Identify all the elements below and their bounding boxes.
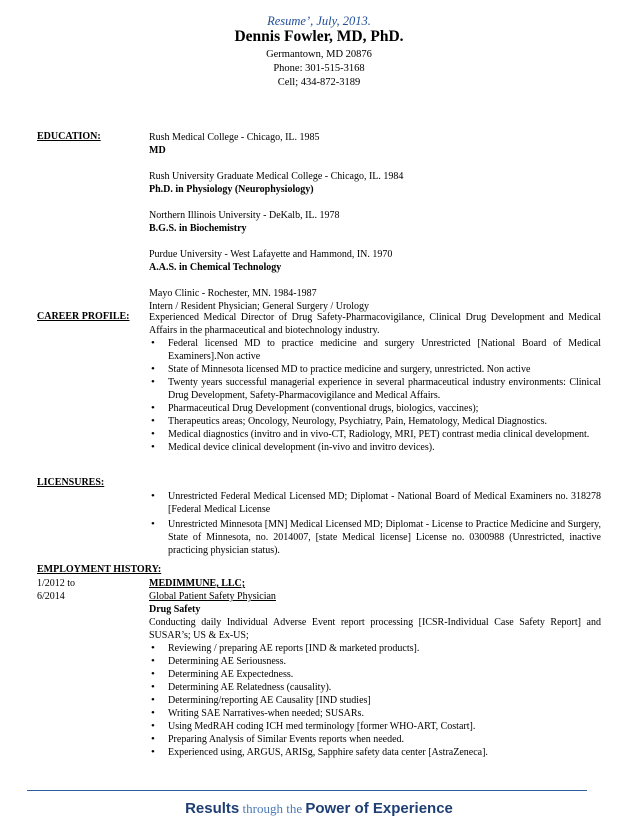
- job-duties-list: [149, 642, 601, 759]
- licensures-section: [149, 490, 601, 557]
- list-item: • Using MedRAH coding ICH med terminology [former WHO-ART, Costart].: [149, 720, 601, 733]
- employment-section: [149, 577, 601, 759]
- employment-date-from: 1/2012 to: [37, 578, 76, 589]
- career-profile-label: CAREER PROFILE:: [37, 311, 130, 322]
- phone: Phone: 301-515-3168: [273, 63, 365, 74]
- list-item: • Writing SAE Narratives-when needed; SUSARs.: [149, 707, 601, 720]
- job-department: Drug Safety: [149, 604, 201, 615]
- education-school-5: Mayo Clinic - Rochester, MN. 1984-1987: [149, 288, 317, 299]
- education-school-4: Purdue University - West Lafayette and Hammond, IN. 1970: [149, 249, 393, 260]
- education-detail-5: Intern / Resident Physician; General Surgery / Urology: [149, 301, 370, 312]
- list-item: • Unrestricted Minnesota [MN] Medical Licensed MD; Diplomat - License to Practice Medicine and Surgery, State of Minnesota, no. 2014007, [state Medical license] License no. 0300988 (Unrestricted, inactive practicing physician status).: [149, 518, 601, 557]
- list-item: • Therapeutics areas; Oncology, Neurology, Psychiatry, Pain, Hematology, Medical Diagnostics.: [149, 415, 601, 428]
- resume-date: Resume’, July, 2013.: [267, 14, 371, 28]
- education-label: EDUCATION:: [37, 131, 101, 142]
- education-section: [149, 131, 601, 313]
- licensures-list: [149, 490, 601, 557]
- education-degree-3: B.G.S. in Biochemistry: [149, 223, 247, 234]
- education-school-2: Rush University Graduate Medical College - Chicago, IL. 1984: [149, 171, 404, 182]
- footer-divider: [27, 790, 587, 791]
- list-item: • Determining AE Expectedness.: [149, 668, 601, 681]
- list-item: • Determining AE Relatedness (causality).: [149, 681, 601, 694]
- footer-tagline: [0, 800, 638, 817]
- candidate-name: Dennis Fowler, MD, PhD.: [234, 28, 404, 45]
- career-profile-intro: Experienced Medical Director of Drug Safety-Pharmacovigilance, Clinical Drug Development and Medical Affairs in the pharmaceutical and biotechnology industry.: [149, 312, 601, 336]
- employment-dates: [37, 577, 75, 603]
- cell-phone: Cell; 434-872-3189: [277, 77, 361, 88]
- education-school-3: Northern Illinois University - DeKalb, IL. 1978: [149, 210, 340, 221]
- list-item: • Reviewing / preparing AE reports [IND & marketed products].: [149, 642, 601, 655]
- list-item: • Medical diagnostics (invitro and in vivo-CT, Radiology, MRI, PET) contrast media clinical development.: [149, 428, 601, 441]
- employment-date-to: 6/2014: [37, 591, 65, 602]
- education-degree-4: A.A.S. in Chemical Technology: [149, 262, 282, 273]
- contact-block: [0, 48, 638, 90]
- list-item: • Medical device clinical development (in-vivo and invitro devices).: [149, 441, 601, 454]
- education-degree-1: MD: [149, 145, 166, 156]
- footer-tagline-through: through the: [239, 801, 306, 816]
- career-profile-section: [149, 311, 601, 454]
- list-item: • Determining AE Seriousness.: [149, 655, 601, 668]
- footer-tagline-results: Results: [185, 800, 240, 817]
- list-item: • Experienced using, ARGUS, ARISg, Sapphire safety data center [AstraZeneca].: [149, 746, 601, 759]
- employer-name: MEDIMMUNE, LLC;: [149, 578, 246, 589]
- list-item: • State of Minnesota licensed MD to practice medicine and surgery, unrestricted. Non active: [149, 363, 601, 376]
- list-item: • Pharmaceutical Drug Development (conventional drugs, biologics, vaccines);: [149, 402, 601, 415]
- education-degree-2: Ph.D. in Physiology (Neurophysiology): [149, 184, 314, 195]
- licensures-label: LICENSURES:: [37, 477, 105, 488]
- list-item: • Unrestricted Federal Medical Licensed MD; Diplomat - National Board of Medical Examiners no. 318278 [Federal Medical License: [149, 490, 601, 516]
- list-item: • Determining/reporting AE Causality [IND studies]: [149, 694, 601, 707]
- employment-label: EMPLOYMENT HISTORY:: [37, 564, 162, 575]
- career-profile-list: [149, 337, 601, 454]
- footer-tagline-power: Power of Experience: [305, 800, 453, 817]
- list-item: • Twenty years successful managerial experience in several pharmaceutical industry environments: Clinical Drug Development, Safety-Pharmacovigilance and Medical Affairs.: [149, 376, 601, 402]
- list-item: • Federal licensed MD to practice medicine and surgery Unrestricted [National Board of Medical Examiners].Non active: [149, 337, 601, 363]
- job-intro: Conducting daily Individual Adverse Event report processing [ICSR-Individual Case Safety Report] and SUSAR’s; US & Ex-US;: [149, 617, 601, 641]
- job-title: Global Patient Safety Physician: [149, 591, 276, 602]
- address: Germantown, MD 20876: [266, 49, 372, 60]
- education-school-1: Rush Medical College - Chicago, IL. 1985: [149, 132, 320, 143]
- list-item: • Preparing Analysis of Similar Events reports when needed.: [149, 733, 601, 746]
